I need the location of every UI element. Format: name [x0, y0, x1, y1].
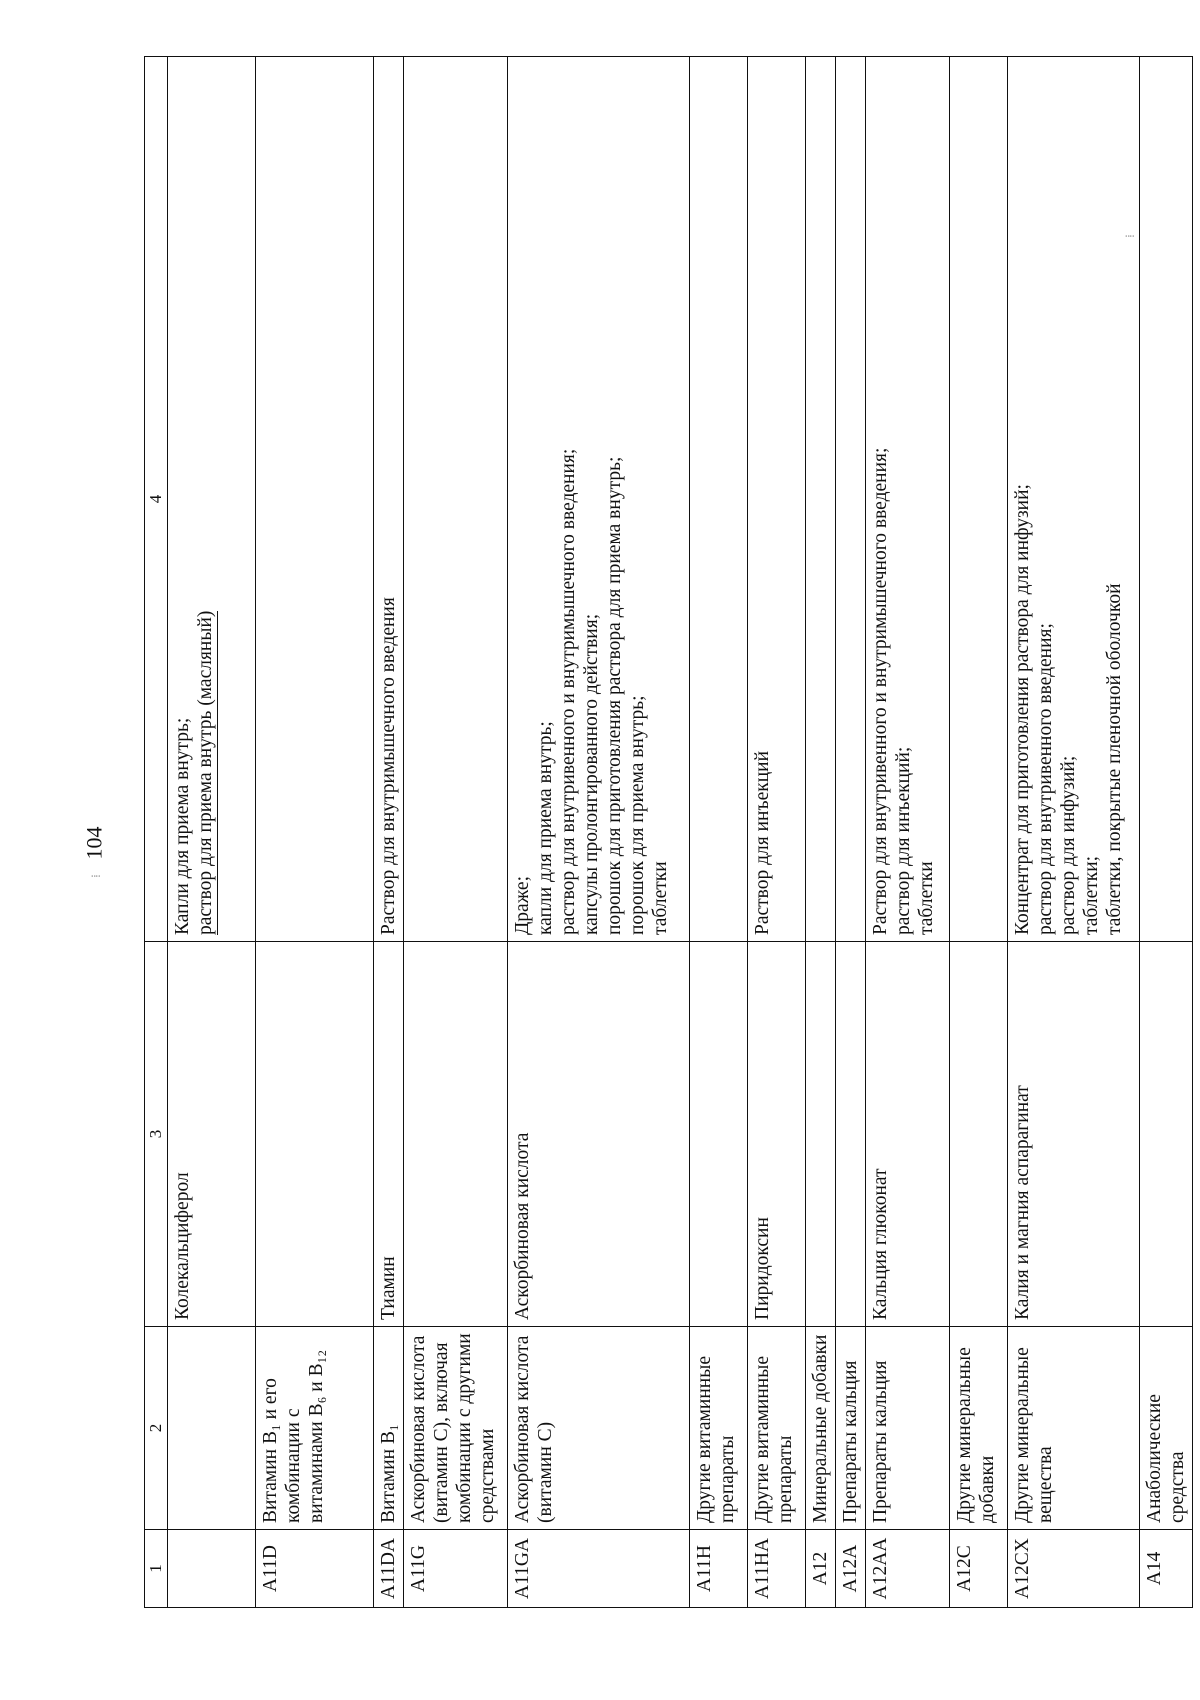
table-row [256, 57, 374, 1608]
dosage-form: Раствор для внутривенного и внутримышечного введения; [870, 447, 892, 935]
dosage-forms [690, 57, 748, 942]
substance-name: Тиамин [374, 942, 404, 1327]
drug-classification-table [144, 56, 1193, 1608]
table-row [806, 57, 836, 1608]
substance-name: Аскорбиновая кислота [508, 942, 690, 1327]
atc-code: A11G [404, 1530, 508, 1608]
rotated-table-container [144, 56, 1189, 1608]
page-number: 104 [81, 826, 107, 860]
atc-code: A12CX [1008, 1530, 1140, 1608]
atc-code: A12 [806, 1530, 836, 1608]
group-name: Аскорбиновая кислота (витамин С) [508, 1327, 690, 1530]
header-cell: 4 [145, 57, 168, 942]
dosage-form: Раствор для внутримышечного введения [378, 597, 400, 935]
table-row [1008, 57, 1140, 1608]
dosage-forms [374, 57, 404, 942]
scan-speck: ⁞ [1121, 234, 1137, 238]
substance-name: Кальция глюконат [866, 942, 950, 1327]
dosage-form: Капли для приема внутрь; [172, 717, 194, 935]
atc-code: A11D [256, 1530, 374, 1608]
substance-name [1140, 942, 1193, 1327]
atc-code: A11GA [508, 1530, 690, 1608]
table-row [748, 57, 806, 1608]
atc-code: A14 [1140, 1530, 1193, 1608]
group-name: Другие витаминные препараты [748, 1327, 806, 1530]
dosage-forms [256, 57, 374, 942]
substance-name [806, 942, 836, 1327]
substance-name [950, 942, 1008, 1327]
group-name [168, 1327, 256, 1530]
dosage-form: Драже; [512, 876, 534, 935]
table-row [404, 57, 508, 1608]
group-name: Витамин B₁ [374, 1327, 404, 1530]
dosage-forms [866, 57, 950, 942]
dosage-form: таблетки [916, 861, 938, 935]
dosage-form: раствор для внутривенного и внутримышечного введения; [558, 448, 580, 935]
dosage-forms [806, 57, 836, 942]
atc-code: A11H [690, 1530, 748, 1608]
dosage-form: таблетки; [1081, 855, 1103, 935]
table-row [508, 57, 690, 1608]
table-row [690, 57, 748, 1608]
dosage-form: таблетки, покрытые пленочной оболочкой [1104, 583, 1126, 935]
dosage-form: раствор для инфузий; [1058, 755, 1080, 935]
group-name: Минеральные добавки [806, 1327, 836, 1530]
table-body [168, 57, 1193, 1608]
header-cell: 1 [145, 1530, 168, 1608]
table-header-row [145, 57, 168, 1608]
atc-code: A12AA [866, 1530, 950, 1608]
header-cell: 2 [145, 1327, 168, 1530]
table-row [374, 57, 404, 1608]
header-cell: 3 [145, 942, 168, 1327]
table-row [950, 57, 1008, 1608]
dosage-forms [1140, 57, 1193, 942]
dosage-form: раствор для инъекций; [893, 746, 915, 935]
dosage-form: таблетки [650, 861, 672, 935]
group-name: Витамин B₁ и его комбинации с витаминами B₆ и B₁₂ [256, 1327, 374, 1530]
group-name: Препараты кальция [866, 1327, 950, 1530]
dosage-form: капли для приема внутрь; [535, 721, 557, 935]
substance-name: Калия и магния аспарагинат [1008, 942, 1140, 1327]
atc-code: A11HA [748, 1530, 806, 1608]
substance-name [404, 942, 508, 1327]
group-name: Другие минеральные добавки [950, 1327, 1008, 1530]
group-name: Другие витаминные препараты [690, 1327, 748, 1530]
table-row [866, 57, 950, 1608]
dosage-form: Концентрат для приготовления раствора для инфузий; [1012, 484, 1034, 935]
table-row [168, 57, 256, 1608]
scan-speck: ⁞ [87, 874, 103, 878]
group-name: Другие минеральные вещества [1008, 1327, 1140, 1530]
dosage-forms [1008, 57, 1140, 942]
dosage-form: порошок для приема внутрь; [627, 695, 649, 935]
dosage-form: капсулы пролонгированного действия; [581, 613, 603, 935]
table-row [836, 57, 866, 1608]
dosage-form: раствор для внутривенного введения; [1035, 623, 1057, 935]
group-name: Аскорбиновая кислота (витамин С), включая комбинации с другими средствами [404, 1327, 508, 1530]
atc-code: A12A [836, 1530, 866, 1608]
dosage-form: раствор для приема внутрь (масляный) [195, 610, 217, 935]
dosage-forms [404, 57, 508, 942]
substance-name: Пиридоксин [748, 942, 806, 1327]
substance-name [836, 942, 866, 1327]
table-row [1140, 57, 1193, 1608]
substance-name [256, 942, 374, 1327]
group-name: Анаболические средства [1140, 1327, 1193, 1530]
dosage-forms [168, 57, 256, 942]
substance-name [690, 942, 748, 1327]
dosage-forms [836, 57, 866, 942]
atc-code [168, 1530, 256, 1608]
dosage-form: Раствор для инъекций [752, 750, 774, 935]
dosage-forms [748, 57, 806, 942]
atc-code: A12C [950, 1530, 1008, 1608]
dosage-forms [950, 57, 1008, 942]
dosage-form: порошок для приготовления раствора для приема внутрь; [604, 456, 626, 935]
group-name: Препараты кальция [836, 1327, 866, 1530]
atc-code: A11DA [374, 1530, 404, 1608]
dosage-forms [508, 57, 690, 942]
substance-name: Колекальциферол [168, 942, 256, 1327]
